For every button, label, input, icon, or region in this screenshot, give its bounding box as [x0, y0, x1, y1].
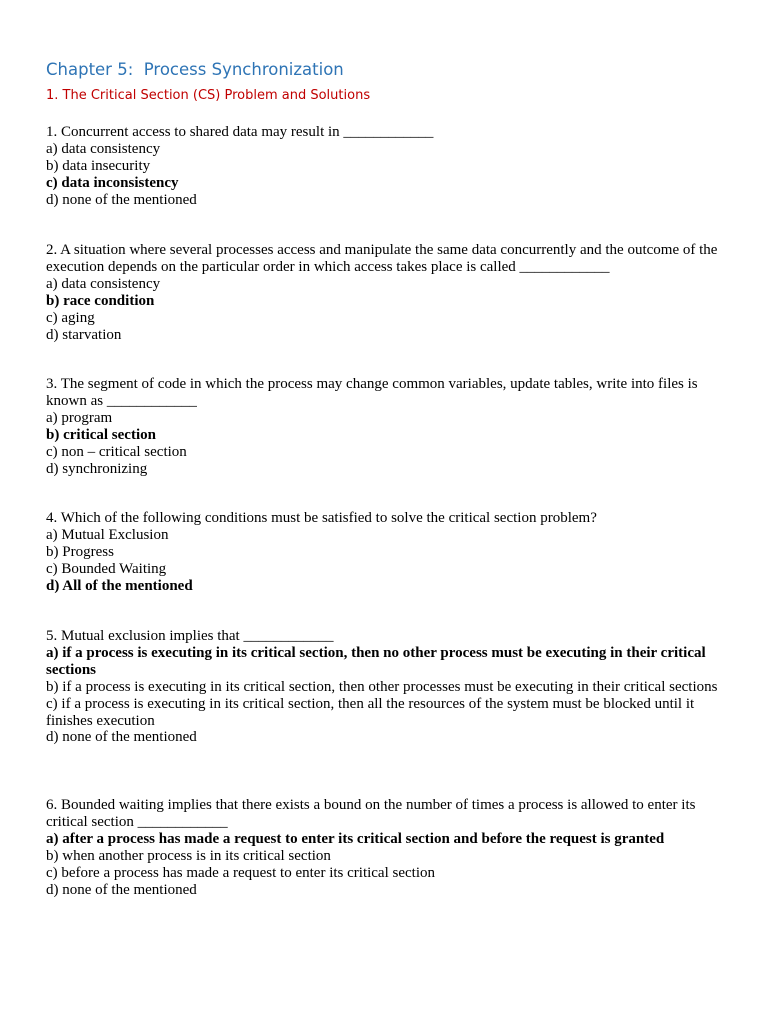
- question-5: [46, 628, 726, 746]
- question-6: [46, 797, 726, 898]
- option-c: c) aging: [46, 309, 95, 326]
- option-b-correct: b) race condition: [46, 292, 155, 309]
- option-d: d) starvation: [46, 326, 122, 343]
- question-text: 3. The segment of code in which the process may change common variables, update tables, write into files is known as ____________: [46, 376, 698, 409]
- option-a: a) Mutual Exclusion: [46, 526, 169, 543]
- option-d: d) synchronizing: [46, 460, 148, 477]
- option-d: d) none of the mentioned: [46, 881, 197, 898]
- option-c: c) if a process is executing in its critical section, then all the resources of the system must be blocked until it finishes execution: [46, 695, 695, 729]
- option-c: c) Bounded Waiting: [46, 560, 167, 577]
- option-a: a) program: [46, 409, 113, 426]
- question-text: 2. A situation where several processes access and manipulate the same data concurrently and the outcome of the execution depends on the particular order in which access takes place is called ____________: [46, 242, 718, 275]
- option-c: c) non – critical section: [46, 443, 187, 460]
- option-d-correct: d) All of the mentioned: [46, 577, 193, 594]
- option-c: c) before a process has made a request to enter its critical section: [46, 864, 435, 881]
- option-b: b) when another process is in its critical section: [46, 847, 331, 864]
- option-b: b) Progress: [46, 543, 114, 560]
- question-2: [46, 242, 726, 343]
- question-1: [46, 124, 726, 209]
- question-4: [46, 510, 726, 595]
- question-text: 4. Which of the following conditions must be satisfied to solve the critical section problem?: [46, 510, 597, 526]
- option-c-correct: c) data inconsistency: [46, 174, 179, 191]
- section-heading: 1. The Critical Section (CS) Problem and Solutions: [46, 88, 371, 103]
- option-b: b) if a process is executing in its critical section, then other processes must be executing in their critical sections: [46, 678, 718, 695]
- question-text: 6. Bounded waiting implies that there exists a bound on the number of times a process is allowed to enter its critical section ____________: [46, 797, 696, 830]
- option-a: a) data consistency: [46, 140, 161, 157]
- question-text: 1. Concurrent access to shared data may result in ____________: [46, 124, 434, 140]
- option-b-correct: b) critical section: [46, 426, 156, 443]
- option-d: d) none of the mentioned: [46, 729, 197, 746]
- question-text: 5. Mutual exclusion implies that ____________: [46, 628, 334, 644]
- option-a-correct: a) after a process has made a request to enter its critical section and before the request is granted: [46, 830, 665, 847]
- option-a-correct: a) if a process is executing in its critical section, then no other process must be executing in their critical sections: [46, 644, 706, 678]
- option-d: d) none of the mentioned: [46, 191, 197, 208]
- chapter-title: Chapter 5: Process Synchronization: [46, 60, 344, 79]
- option-b: b) data insecurity: [46, 157, 151, 174]
- question-3: [46, 376, 726, 477]
- option-a: a) data consistency: [46, 275, 161, 292]
